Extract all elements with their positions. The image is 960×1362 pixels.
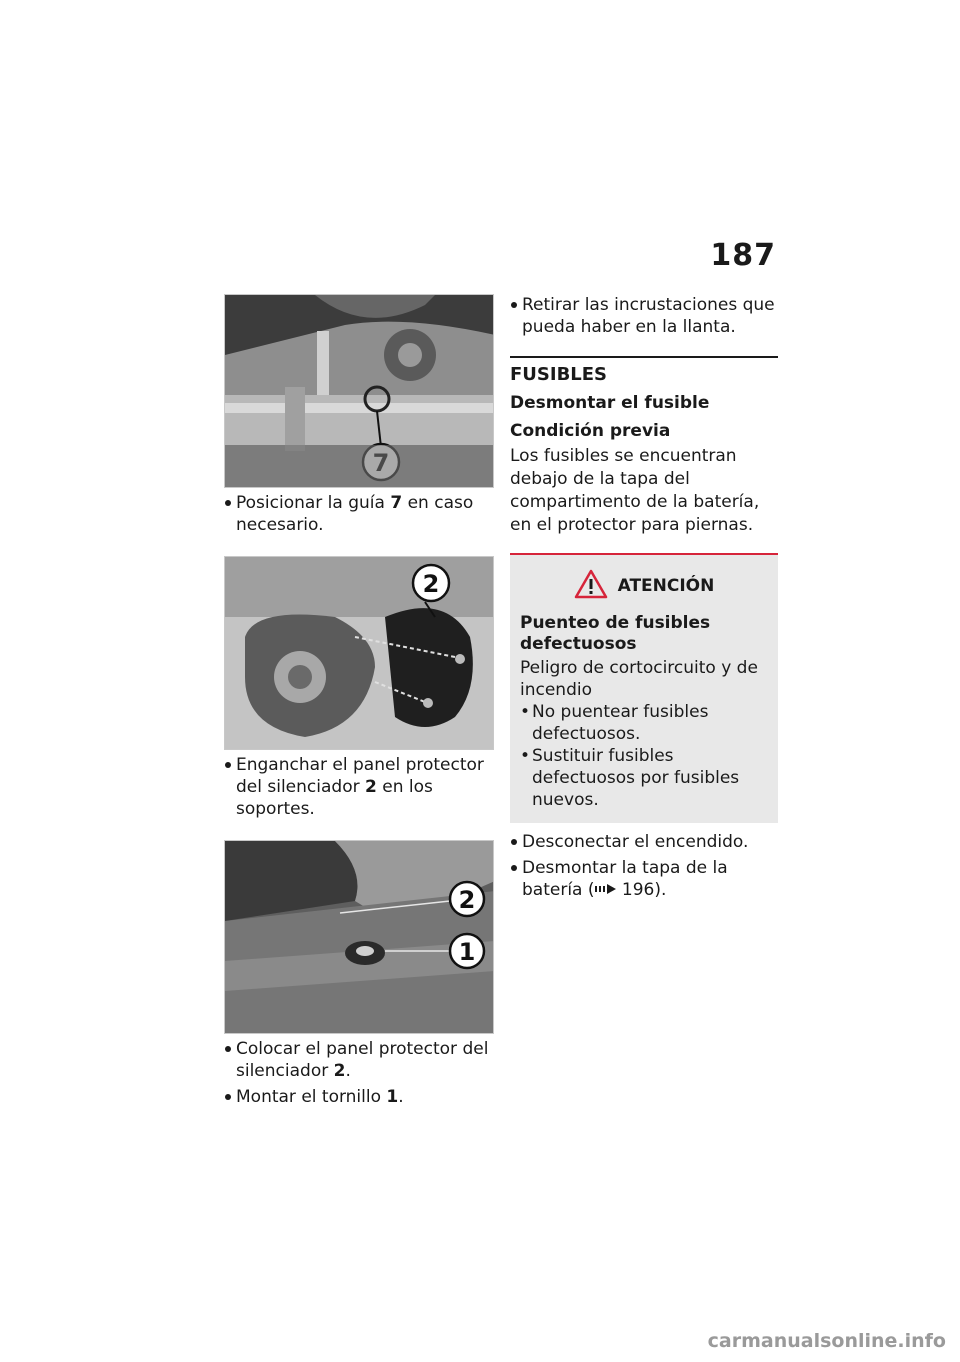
step-switch-off-ignition: Desconectar el encendido. — [510, 831, 778, 853]
warning-triangle-icon — [574, 569, 608, 603]
step-remove-battery-cover: Desmontar la tapa de la batería ( 196). — [510, 857, 778, 901]
step-remove-inlays: Retirar las incrustaciones que pueda haber en la llanta. — [510, 294, 778, 338]
step-place-panel: Colocar el panel protector del silenciador 2. — [224, 1038, 494, 1082]
step-position-guide: Posicionar la guía 7 en caso necesario. — [224, 492, 494, 536]
warning-box — [510, 553, 778, 823]
warning-text: Peligro de cortocircuito y de incendio — [520, 658, 758, 700]
page-number: 187 — [710, 238, 776, 273]
photo-silencer-panel-label: 2 — [422, 570, 440, 598]
precondition-text: Los fusibles se encuentran debajo de la tapa del compartimento de la batería, en el protector para piernas. — [510, 446, 760, 535]
section-divider — [510, 356, 778, 358]
right-column — [510, 290, 778, 901]
step-mount-screw: Montar el tornillo 1. — [224, 1086, 494, 1108]
photo-screw-label-1: 1 — [458, 938, 476, 966]
warning-item: • No puentear fusibles defectuosos. — [520, 701, 768, 745]
photo-screw — [224, 840, 494, 1034]
subsection-title: Desmontar el fusible — [510, 393, 710, 413]
warning-item: • Sustituir fusibles defectuosos por fusibles nuevos. — [520, 745, 768, 811]
arrow-right-icon — [595, 879, 617, 901]
warning-subtitle: Puenteo de fusibles defectuosos — [520, 613, 711, 654]
section-title: FUSIBLES — [510, 364, 608, 385]
page-reference[interactable]: 196 — [621, 880, 655, 900]
warning-title: ATENCIÓN — [617, 576, 715, 596]
watermark: carmanualsonline.info — [707, 1330, 946, 1352]
photo-screw-label-2: 2 — [458, 886, 476, 914]
step-hook-panel: Enganchar el panel protector del silenciador 2 en los soportes. — [224, 754, 494, 820]
photo-guide — [224, 294, 494, 488]
precondition-title: Condición previa — [510, 421, 671, 441]
left-column — [224, 294, 494, 1108]
photo-silencer-panel — [224, 556, 494, 750]
